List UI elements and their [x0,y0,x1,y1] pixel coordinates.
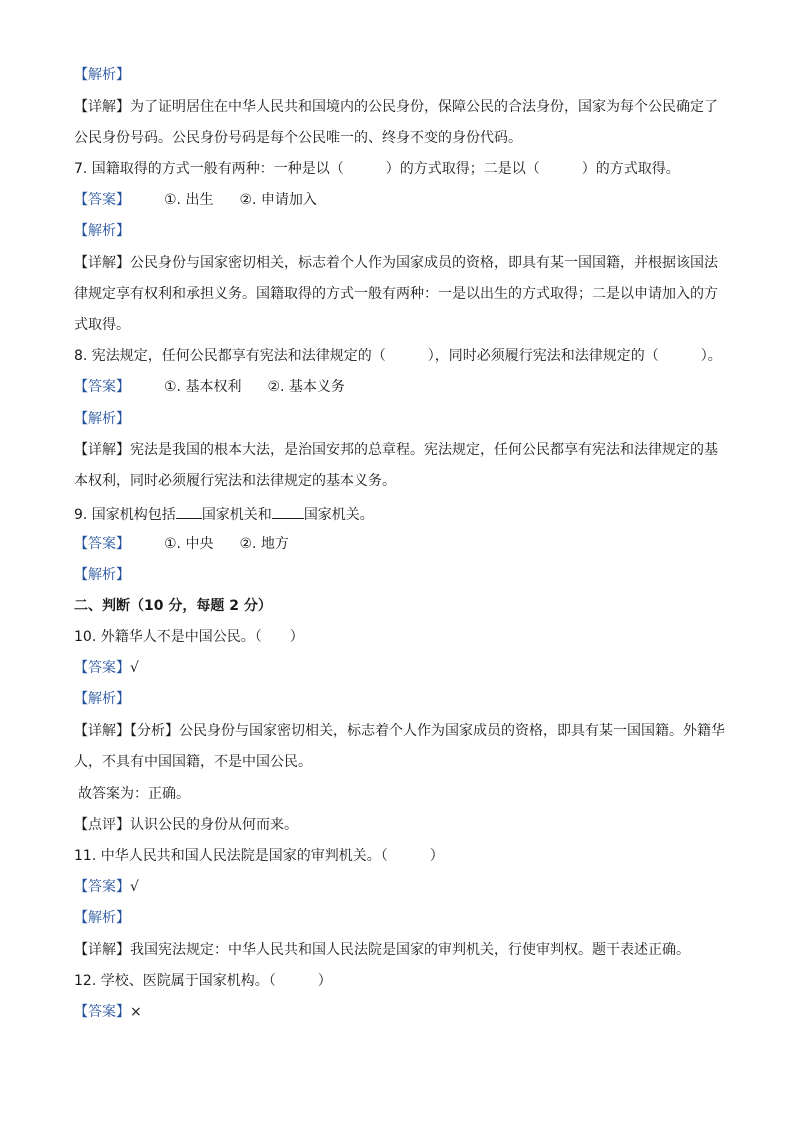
explanation-text: 【详解】为了证明居住在中华人民共和国境内的公民身份，保障公民的合法身份，国家为每个公民确定了 [74,99,718,115]
explanation-text: 律规定享有权利和承担义务。国籍取得的方式一般有两种：一是以出生的方式取得；二是以申请加入的方 [74,286,718,302]
section-heading: 二、判断（10 分，每题 2 分） [74,598,272,614]
explanation-text: 【详解】我国宪法规定：中华人民共和国人民法院是国家的审判机关，行使审判权。题干表述正确。 [74,942,690,958]
answer-10 [74,659,734,677]
explanation-text: 【详解】宪法是我国的根本大法，是治国安邦的总章程。宪法规定，任何公民都享有宪法和法律规定的基 [74,442,718,458]
explanation-text: 【详解】【分析】公民身份与国家密切相关，标志着个人作为国家成员的资格，即具有某一国国籍。外籍华 [74,723,725,739]
conclusion-text: 故答案为：正确。 [78,786,190,802]
answer-option: ②. 基本义务 [267,379,345,395]
answer-9 [74,535,734,553]
answer-label: 【答案】 [74,1004,130,1020]
question-7: 7. 国籍取得的方式一般有两种：一种是以（ ）的方式取得；二是以（ ）的方式取得。 [74,161,680,177]
answer-7 [74,191,734,209]
analysis-label: 【解析】 [74,67,130,83]
answer-option: ①. 中央 [164,536,214,552]
question-text: 9. 国家机构包括 [74,507,176,523]
answer-label: 【答案】 [74,192,130,208]
analysis-label: 【解析】 [74,910,130,926]
question-text: 国家机关。 [303,507,374,523]
question-10: 10. 外籍华人不是中国公民。（ ） [74,629,304,645]
answer-option: ①. 基本权利 [164,379,242,395]
explanation-text: 公民身份号码。公民身份号码是每个公民唯一的、终身不变的身份代码。 [74,130,522,146]
analysis-label: 【解析】 [74,411,130,427]
analysis-label: 【解析】 [74,691,130,707]
explanation-text: 式取得。 [74,317,130,333]
answer-value: √ [130,879,139,895]
analysis-label: 【解析】 [74,223,130,239]
answer-label: 【答案】 [74,660,130,676]
explanation-text: 【详解】公民身份与国家密切相关，标志着个人作为国家成员的资格，即具有某一国国籍，并根据该国法 [74,255,718,271]
answer-option: ②. 申请加入 [239,192,317,208]
answer-label: 【答案】 [74,379,130,395]
answer-option: ①. 出生 [164,192,214,208]
answer-value: √ [130,660,139,676]
question-text: 国家机关和 [201,507,272,523]
answer-label: 【答案】 [74,536,130,552]
fill-blank [176,504,202,519]
explanation-text: 人，不具有中国国籍，不是中国公民。 [74,754,312,770]
answer-8 [74,378,734,396]
question-8: 8. 宪法规定，任何公民都享有宪法和法律规定的（ ），同时必须履行宪法和法律规定的（ ）。 [74,348,722,364]
answer-option: ②. 地方 [239,536,289,552]
fill-blank [272,504,304,519]
analysis-label: 【解析】 [74,567,130,583]
question-9 [74,504,734,524]
answer-11 [74,878,734,896]
question-11: 11. 中华人民共和国人民法院是国家的审判机关。（ ） [74,848,444,864]
answer-label: 【答案】 [74,879,130,895]
answer-value: × [130,1004,142,1020]
explanation-text: 本权利，同时必须履行宪法和法律规定的基本义务。 [74,473,396,489]
comment-text: 【点评】认识公民的身份从何而来。 [74,817,298,833]
question-12: 12. 学校、医院属于国家机构。（ ） [74,973,332,989]
answer-12 [74,1003,734,1021]
